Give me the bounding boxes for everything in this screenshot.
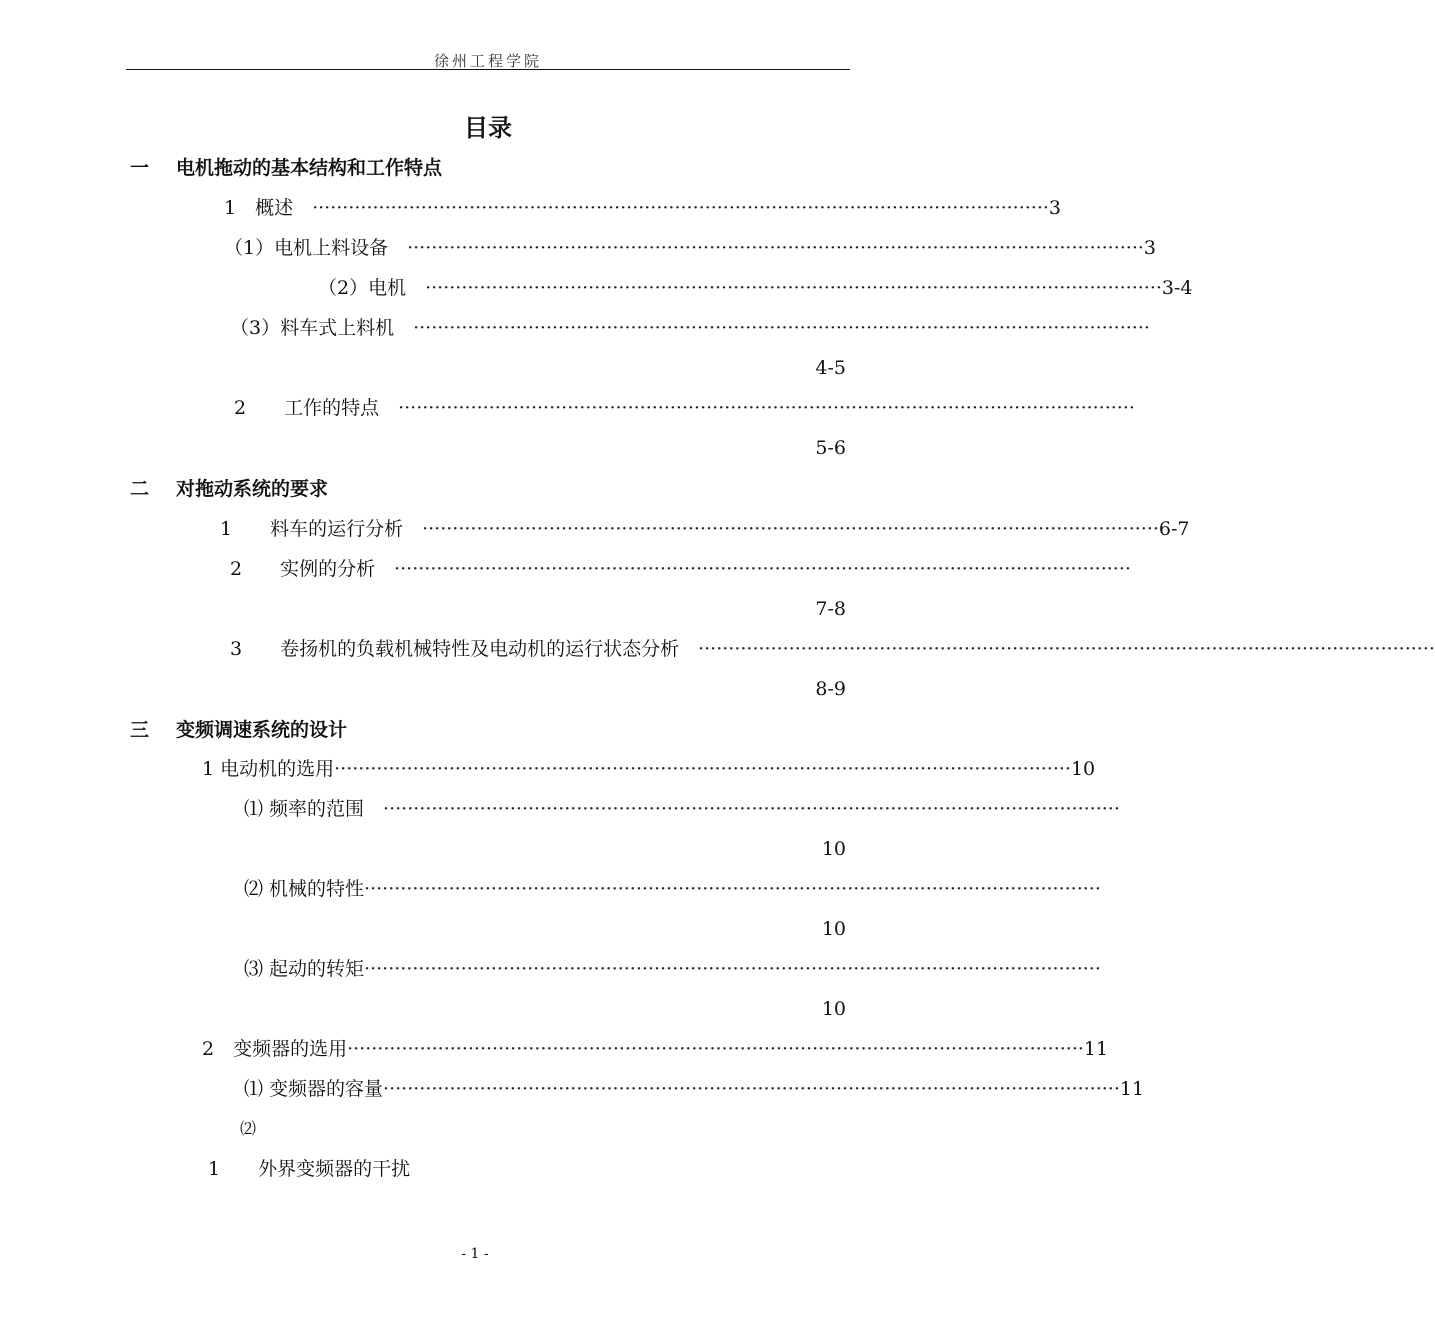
toc-title: 目录 — [464, 114, 512, 142]
toc-section-3[interactable] — [130, 715, 347, 745]
toc-entry-page: 4-5 — [815, 357, 846, 379]
page-number: - 1 - — [461, 1246, 489, 1262]
toc-entry-page: 7-8 — [815, 598, 846, 620]
header-rule — [126, 69, 850, 70]
toc-entry-page: 5-6 — [815, 437, 846, 459]
running-header-school: 徐州工程学院 — [433, 52, 542, 70]
toc-entry-label: ⑶ 起动的转矩 — [244, 958, 365, 980]
section-number: 一 — [130, 157, 150, 179]
toc-entry[interactable] — [224, 193, 1062, 223]
toc-leader-dots: ·························································································································· — [347, 1038, 1084, 1060]
toc-leader-dots: ·························································································································· — [383, 798, 1120, 820]
toc-entry-page: 10 — [821, 838, 846, 860]
toc-entry-label: 1 料车的运行分析 — [220, 518, 423, 540]
toc-entry-page: 3 — [1048, 197, 1062, 219]
toc-leader-dots: ·························································································································· — [394, 558, 1131, 580]
toc-entry[interactable] — [202, 1034, 1109, 1064]
toc-leader-dots: ·························································································································· — [698, 638, 1435, 660]
toc-entry[interactable] — [244, 794, 1120, 824]
toc-entry-label: （1）电机上料设备 — [224, 237, 408, 259]
toc-entry[interactable] — [230, 634, 1435, 664]
toc-entry-page: 8-9 — [815, 678, 846, 700]
toc-leader-dots: ·························································································································· — [413, 317, 1150, 339]
toc-entry-label: 3 卷扬机的负载机械特性及电动机的运行状态分析 — [230, 638, 699, 660]
toc-leader-dots: ·························································································································· — [364, 958, 1101, 980]
toc-entry-label: 1 概述 — [224, 197, 313, 219]
toc-entry[interactable] — [234, 393, 1135, 423]
toc-entry-label: （2）电机 — [318, 277, 426, 299]
toc-leader-dots: ·························································································································· — [407, 237, 1144, 259]
toc-entry-page: 11 — [1083, 1038, 1109, 1060]
toc-entry-page: 3-4 — [1161, 277, 1193, 299]
toc-entry-label: 2 实例的分析 — [230, 558, 395, 580]
toc-entry-label: （3）料车式上料机 — [230, 317, 414, 339]
toc-entry[interactable] — [230, 554, 1131, 584]
toc-entry[interactable] — [318, 273, 1193, 303]
toc-entry-label[interactable]: ⑵ — [240, 1119, 257, 1138]
toc-leader-dots: ·························································································································· — [364, 878, 1101, 900]
toc-entry-page: 10 — [1070, 758, 1096, 780]
toc-entry-label: 1 电动机的选用 — [202, 758, 335, 780]
toc-leader-dots: ·························································································································· — [312, 197, 1049, 219]
toc-entry-label: 2 工作的特点 — [234, 397, 399, 419]
toc-entry-page: 10 — [821, 918, 846, 940]
toc-entry[interactable] — [244, 1074, 1145, 1104]
section-number: 三 — [130, 719, 150, 741]
section-number: 二 — [130, 478, 150, 500]
section-title: 电机拖动的基本结构和工作特点 — [176, 157, 443, 179]
toc-leader-dots: ·························································································································· — [422, 518, 1159, 540]
toc-leader-dots: ·························································································································· — [383, 1078, 1120, 1100]
toc-entry[interactable] — [244, 954, 1101, 984]
section-title: 对拖动系统的要求 — [176, 478, 329, 500]
toc-entry[interactable] — [202, 754, 1096, 784]
toc-entry[interactable] — [230, 313, 1150, 343]
toc-leader-dots: ·························································································································· — [425, 277, 1162, 299]
toc-entry[interactable] — [224, 233, 1157, 263]
toc-entry-label: 2 变频器的选用 — [202, 1038, 348, 1060]
toc-entry-label: ⑴ 频率的范围 — [244, 798, 384, 820]
toc-entry-page: 6-7 — [1158, 518, 1190, 540]
toc-leader-dots: ·························································································································· — [334, 758, 1071, 780]
toc-leader-dots: ·························································································································· — [398, 397, 1135, 419]
toc-entry-label: ⑴ 变频器的容量 — [244, 1078, 384, 1100]
toc-entry[interactable] — [244, 874, 1101, 904]
toc-entry[interactable] — [220, 514, 1190, 544]
toc-section-1[interactable] — [130, 153, 442, 183]
section-title: 变频调速系统的设计 — [176, 719, 348, 741]
toc-entry-page: 3 — [1143, 237, 1157, 259]
toc-entry-label: ⑵ 机械的特性 — [244, 878, 365, 900]
toc-entry-page: 10 — [821, 998, 846, 1020]
toc-entry-label[interactable]: 1 外界变频器的干扰 — [208, 1158, 411, 1180]
toc-entry-page: 11 — [1119, 1078, 1145, 1100]
toc-section-2[interactable] — [130, 474, 328, 504]
